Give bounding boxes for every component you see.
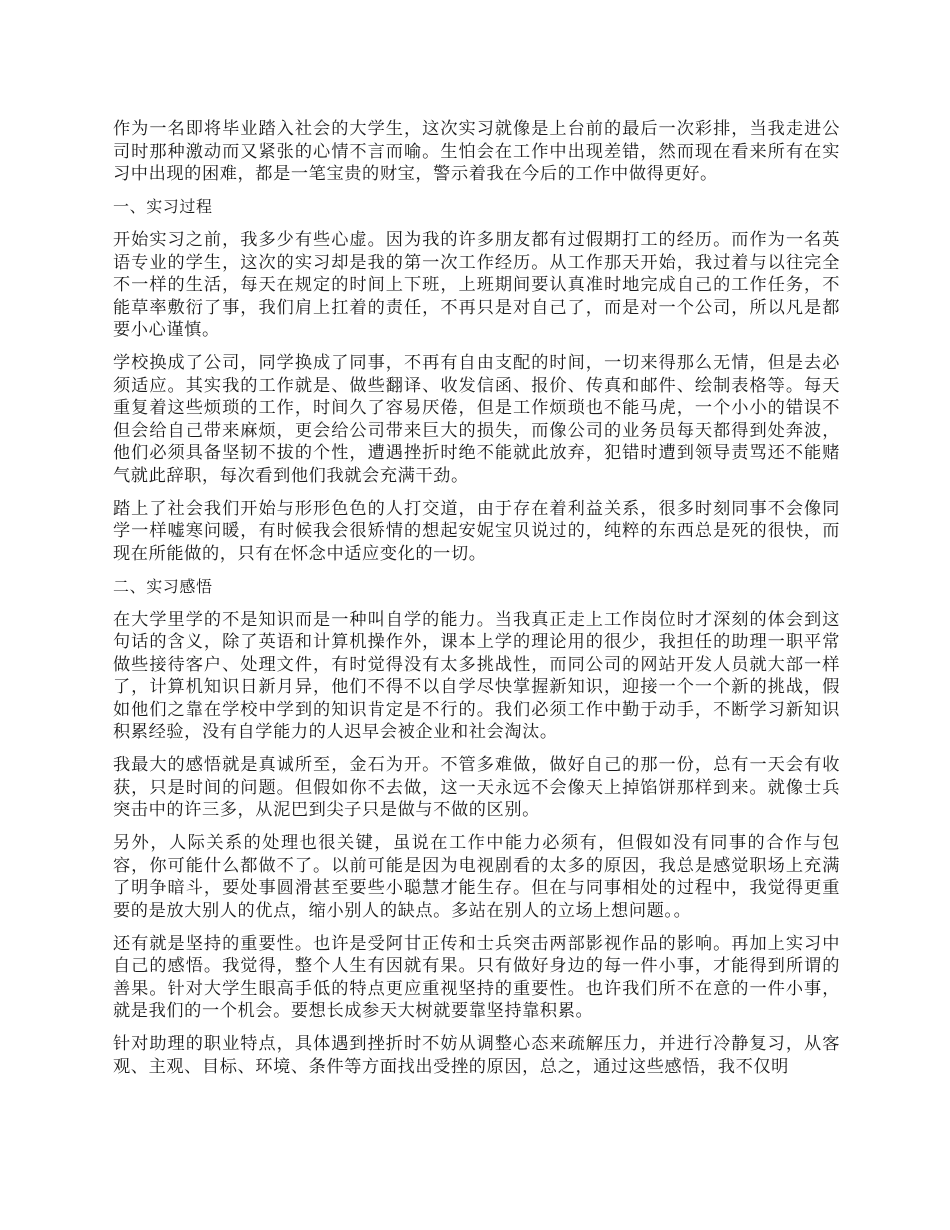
body-paragraph: 针对助理的职业特点，具体遇到挫折时不妨从调整心态来疏解压力，并进行冷静复习，从客观、主观、目标、环境、条件等方面找出受挫的原因，总之，通过这些感悟，我不仅明 [113, 1034, 840, 1077]
body-paragraph: 开始实习之前，我多少有些心虚。因为我的许多朋友都有过假期打工的经历。而作为一名英语专业的学生，这次的实习却是我的第一次工作经历。从工作那天开始，我过着与以往完全不一样的生活，每天在规定的时间上下班，上班期间要认真准时地完成自己的工作任务，不能草率敷衍了事，我们肩上扛着的责任，不再只是对自己了，而是对一个公司，所以凡是都要小心谨慎。 [113, 230, 840, 340]
body-paragraph: 还有就是坚持的重要性。也许是受阿甘正传和士兵突击两部影视作品的影响。再加上实习中自己的感悟。我觉得，整个人生有因就有果。只有做好身边的每一件小事，才能得到所谓的善果。针对大学生眼高手低的特点更应重视坚持的重要性。也许我们所不在意的一件小事，就是我们的一个机会。要想长成参天大树就要靠坚持靠积累。 [113, 933, 840, 1021]
intro-paragraph: 作为一名即将毕业踏入社会的大学生，这次实习就像是上台前的最后一次彩排，当我走进公司时那种激动而又紧张的心情不言而喻。生怕会在工作中出现差错，然而现在看来所有在实习中出现的困难，都是一笔宝贵的财宝，警示着我在今后的工作中做得更好。 [113, 119, 840, 184]
body-paragraph: 另外，人际关系的处理也很关键，虽说在工作中能力必须有，但假如没有同事的合作与包容，你可能什么都做不了。以前可能是因为电视剧看的太多的原因，我总是感觉职场上充满了明争暗斗，要处事圆滑甚至要些小聪慧才能生存。但在与同事相处的过程中，我觉得更重要的是放大别人的优点，缩小别人的缺点。多站在别人的立场上想问题。。 [113, 833, 840, 921]
section-heading-internship-process: 一、实习过程 [113, 197, 213, 216]
document-body [113, 118, 840, 1089]
body-paragraph: 我最大的感悟就是真诚所至，金石为开。不管多难做，做好自己的那一份，总有一天会有收获，只是时间的问题。但假如你不去做，这一天永远不会像天上掉馅饼那样到来。就像士兵突击中的许三多，从泥巴到尖子只是做与不做的区别。 [113, 755, 840, 820]
body-paragraph: 在大学里学的不是知识而是一种叫自学的能力。当我真正走上工作岗位时才深刻的体会到这句话的含义，除了英语和计算机操作外，课本上学的理论用的很少，我担任的助理一职平常做些接待客户、处理文件，有时觉得没有太多挑战性，而同公司的网站开发人员就大部一样了，计算机知识日新月异，他们不得不以自学尽快掌握新知识，迎接一个一个新的挑战，假如他们之靠在学校中学到的知识肯定是不行的。我们必须工作中勤于动手，不断学习新知识积累经验，没有自学能力的人迟早会被企业和社会淘汰。 [113, 609, 840, 742]
body-paragraph: 踏上了社会我们开始与形形色色的人打交道，由于存在着利益关系，很多时刻同事不会像同学一样嘘寒问暖，有时候我会很矫情的想起安妮宝贝说过的，纯粹的东西总是死的很快，而现在所能做的，只有在怀念中适应变化的一切。 [113, 498, 840, 564]
body-paragraph: 学校换成了公司，同学换成了同事，不再有自由支配的时间，一切来得那么无情，但是去必须适应。其实我的工作就是、做些翻译、收发信函、报价、传真和邮件、绘制表格等。每天重复着这些烦琐的工作，时间久了容易厌倦，但是工作烦琐也不能马虎，一个小小的错误不但会给自己带来麻烦，更会给公司带来巨大的损失，而像公司的业务员每天都得到处奔波，他们必须具备坚韧不拔的个性，遭遇挫折时绝不能就此放弃，犯错时遭到领导责骂还不能赌气就此辞职，每次看到他们我就会充满干劲。 [113, 353, 840, 486]
section-heading-internship-insights: 二、实习感悟 [113, 576, 213, 596]
